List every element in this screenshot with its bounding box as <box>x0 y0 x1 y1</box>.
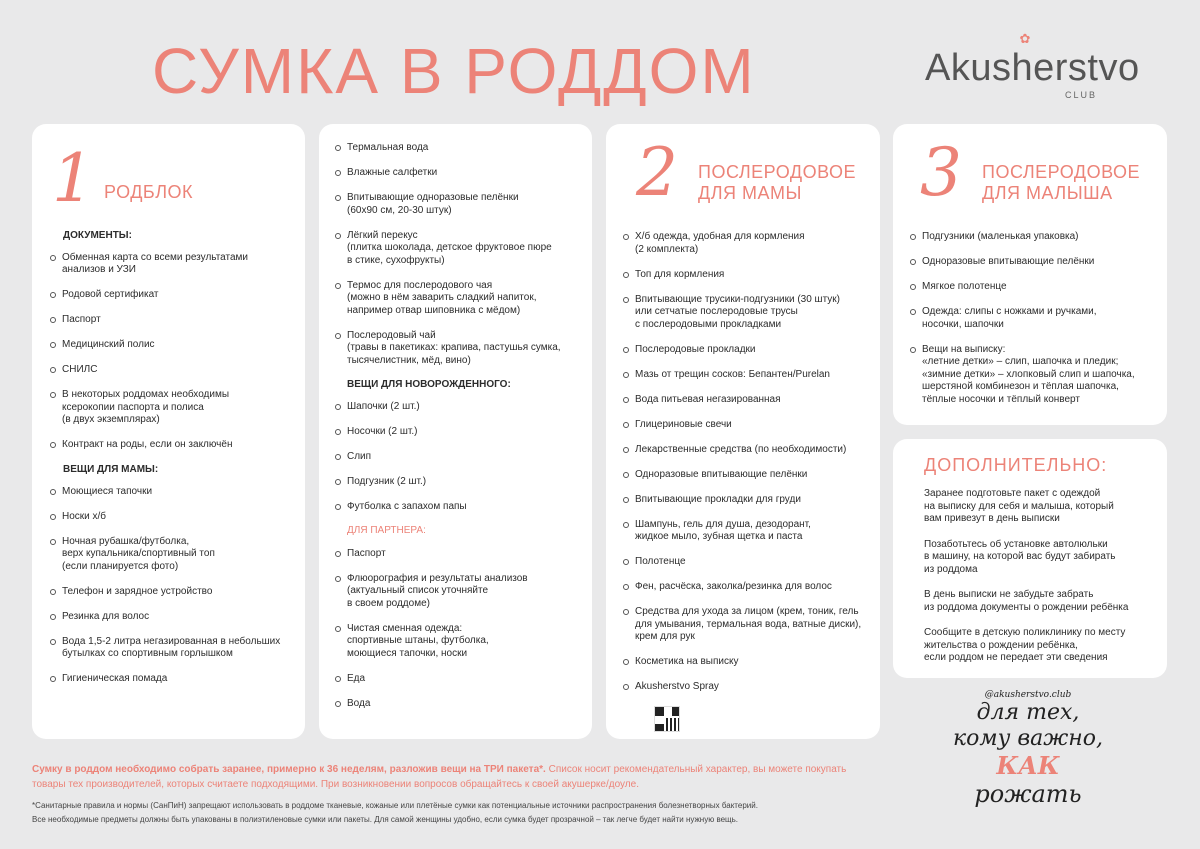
checklist-item[interactable] <box>335 192 587 217</box>
checklist-item-label: Косметика на выписку <box>635 656 739 667</box>
checklist-item[interactable] <box>50 636 300 661</box>
checklist-item-label: В некоторых роддомах необходимы ксерокопии паспорта и полиса (в двух экземплярах) <box>62 389 230 425</box>
slogan-handle: @akusherstvo.club <box>984 690 1072 700</box>
items-list <box>335 142 587 367</box>
checklist-item-label: Подгузники (маленькая упаковка) <box>922 231 1079 242</box>
checklist-item-label: Полотенце <box>635 556 686 567</box>
checkbox-circle-icon[interactable] <box>50 317 56 323</box>
checkbox-circle-icon[interactable] <box>623 297 629 303</box>
checkbox-circle-icon[interactable] <box>335 454 341 460</box>
section-title-line2: ДЛЯ МАМЫ <box>698 183 802 203</box>
checklist-item-label: Носки х/б <box>62 510 107 522</box>
extra-list <box>924 488 1128 678</box>
checklist-item-label: Телефон и зарядное устройство <box>62 585 213 597</box>
checklist-item[interactable] <box>50 289 300 302</box>
checklist-item-label: Обменная карта со всеми результатами анализов и УЗИ <box>62 251 249 275</box>
footer-note-bold: Сумку в роддом необходимо собрать заранее, примерно к 36 неделям, разложив вещи на ТРИ пакета*. <box>32 764 546 775</box>
checklist-item-label: Термальная вода <box>347 142 429 153</box>
checklist-item[interactable] <box>50 439 300 452</box>
checkbox-circle-icon[interactable] <box>50 255 56 261</box>
checklist-item-label: Флюорография и результаты анализов (актуальный список уточняйте в своем роддоме) <box>347 572 528 609</box>
section-title-line1: ПОСЛЕРОДОВОЕ <box>698 162 856 182</box>
checklist-item-label: Послеродовый чай (травы в пакетиках: крапива, пастушья сумка, тысячелистник, мёд, вино) <box>347 329 561 366</box>
partner-heading: ДЛЯ ПАРТНЕРА: <box>347 525 426 536</box>
checkbox-circle-icon[interactable] <box>623 397 629 403</box>
checklist-item-label: Фен, расчёска, заколка/резинка для волос <box>635 581 832 592</box>
checklist-item[interactable] <box>335 230 587 268</box>
checklist-item[interactable] <box>335 673 587 686</box>
checklist-item[interactable] <box>910 231 1165 244</box>
checklist-item-label: Мазь от трещин сосков: Бепантен/Purelan <box>635 368 830 380</box>
section-title: РОДБЛОК <box>104 181 194 202</box>
checklist-item[interactable] <box>335 476 587 489</box>
checklist-item[interactable] <box>623 231 875 256</box>
checklist-item[interactable] <box>335 451 587 464</box>
checklist-item[interactable] <box>50 339 300 352</box>
extra-title: ДОПОЛНИТЕЛЬНО: <box>924 455 1108 475</box>
items-list <box>623 231 875 694</box>
checklist <box>623 231 875 732</box>
checklist-item[interactable] <box>623 606 875 644</box>
checklist-item[interactable] <box>335 548 587 561</box>
checklist-item[interactable] <box>335 280 587 318</box>
checklist-item[interactable] <box>50 314 300 327</box>
checklist-item[interactable] <box>623 344 875 357</box>
checkbox-circle-icon[interactable] <box>335 145 341 151</box>
checklist-item[interactable] <box>335 698 587 711</box>
checkbox-circle-icon[interactable] <box>910 284 916 290</box>
checkbox-circle-icon[interactable] <box>910 309 916 315</box>
checkbox-circle-icon[interactable] <box>910 234 916 240</box>
checkbox-circle-icon[interactable] <box>335 233 341 239</box>
section-title-line2: ДЛЯ МАЛЫША <box>982 183 1113 203</box>
checklist-item[interactable] <box>623 369 875 382</box>
checklist-item[interactable] <box>623 469 875 482</box>
checklist-item-label: Медицинский полис <box>62 339 155 350</box>
checkbox-circle-icon[interactable] <box>623 272 629 278</box>
checkbox-circle-icon[interactable] <box>623 609 629 615</box>
footer-disclaimer-line2: Все необходимые предметы должны быть упакованы в полиэтиленовые сумки или пакеты. Для самой женщины удобно, если сумка будет прозрачной – так легче будет найти нужную вещь. <box>32 814 739 824</box>
checklist-item-label: Родовой сертификат <box>62 289 159 300</box>
checklist-item[interactable] <box>623 494 875 507</box>
checklist-item-label: Футболка с запахом папы <box>347 501 467 512</box>
checklist-item-label: Резинка для волос <box>62 610 150 622</box>
checklist-item-label: Моющиеся тапочки <box>62 485 153 497</box>
slogan <box>948 690 1108 808</box>
checklist-item[interactable] <box>50 611 300 624</box>
checkbox-circle-icon[interactable] <box>623 234 629 240</box>
checklist-item[interactable] <box>623 656 875 669</box>
checklist-item-label: Лёгкий перекус (плитка шоколада, детское фруктовое пюре в стике, сухофрукты) <box>347 229 552 266</box>
checkbox-circle-icon[interactable] <box>335 479 341 485</box>
checkbox-circle-icon[interactable] <box>335 676 341 682</box>
checkbox-circle-icon[interactable] <box>335 576 341 582</box>
mom-heading: ВЕЩИ ДЛЯ МАМЫ: <box>63 464 159 475</box>
checkbox-circle-icon[interactable] <box>335 404 341 410</box>
section-header <box>636 134 856 211</box>
checkbox-circle-icon[interactable] <box>50 392 56 398</box>
newborn-list <box>335 401 587 514</box>
checklist <box>910 231 1165 419</box>
checkbox-circle-icon[interactable] <box>335 551 341 557</box>
checkbox-circle-icon[interactable] <box>623 422 629 428</box>
footer-disclaimer <box>32 799 882 826</box>
checklist <box>50 230 300 698</box>
extra-item: Заранее подготовьте пакет с одеждой на выписку для себя и малыша, который вам привезут в день выписки <box>924 488 1114 524</box>
checklist-item-label: Лекарственные средства (по необходимости) <box>635 443 847 455</box>
checkbox-circle-icon[interactable] <box>623 497 629 503</box>
bow-icon: ✿ <box>1019 31 1031 46</box>
checklist-item[interactable] <box>335 167 587 180</box>
checkbox-circle-icon[interactable] <box>910 259 916 265</box>
checklist-item-label: Послеродовые прокладки <box>635 343 756 355</box>
checkbox-circle-icon[interactable] <box>50 367 56 373</box>
card-extra <box>893 439 1167 678</box>
checklist-item-label: Слип <box>347 451 372 462</box>
checklist-item-label: СНИЛС <box>62 364 98 375</box>
checklist-item-label: Носочки (2 шт.) <box>347 426 418 437</box>
checklist-item[interactable] <box>50 252 300 277</box>
checkbox-circle-icon[interactable] <box>50 489 56 495</box>
checkbox-circle-icon[interactable] <box>910 347 916 353</box>
checklist-item-label: Средства для ухода за лицом (крем, тоник, гель для умывания, термальная вода, ватные диски), крем для рук <box>635 606 862 642</box>
checklist-item[interactable] <box>335 426 587 439</box>
checklist-item[interactable] <box>623 556 875 569</box>
checklist-item-label: Паспорт <box>62 314 101 325</box>
brand-logo <box>925 31 1140 100</box>
checklist-item[interactable] <box>50 586 300 599</box>
checklist-item-label: Гигиеническая помада <box>62 673 168 684</box>
checklist-item-label: Контракт на роды, если он заключён <box>62 439 233 450</box>
checkbox-circle-icon[interactable] <box>50 539 56 545</box>
checkbox-circle-icon[interactable] <box>335 626 341 632</box>
checkbox-circle-icon[interactable] <box>50 614 56 620</box>
checklist-item[interactable] <box>335 401 587 414</box>
documents-heading: ДОКУМЕНТЫ: <box>63 230 132 241</box>
checkbox-circle-icon[interactable] <box>50 676 56 682</box>
section-title <box>982 162 1140 204</box>
checkbox-circle-icon[interactable] <box>335 504 341 510</box>
section-number: 2 <box>636 134 678 211</box>
slogan-line1: для тех, <box>976 700 1080 725</box>
checkbox-circle-icon[interactable] <box>335 333 341 339</box>
checklist-item[interactable] <box>50 673 300 686</box>
extra-item: В день выписки не забудьте забрать из роддома документы о рождении ребёнка <box>924 589 1129 613</box>
checklist-item-label: Вода <box>347 697 371 709</box>
checkbox-circle-icon[interactable] <box>50 342 56 348</box>
checklist-item[interactable] <box>623 581 875 594</box>
checklist-item[interactable] <box>910 256 1165 269</box>
checkbox-circle-icon[interactable] <box>623 372 629 378</box>
checklist-item-label: Одежда: слипы с ножками и ручками, носочки, шапочки <box>922 306 1097 330</box>
checklist-item-label: Вода 1,5-2 литра негазированная в небольших бутылках со спортивным горлышком <box>62 635 281 659</box>
checklist-item[interactable] <box>50 511 300 524</box>
newborn-heading: ВЕЩИ ДЛЯ НОВОРОЖДЕННОГО: <box>347 378 511 390</box>
checklist-item-label: Ночная рубашка/футболка, верх купальника/спортивный топ (если планируется фото) <box>62 535 215 572</box>
checklist-item-label: Впитывающие одноразовые пелёнки (60х90 см, 20-30 штук) <box>347 192 519 216</box>
section-title-line1: ПОСЛЕРОДОВОЕ <box>982 162 1140 182</box>
card-postpartum-baby <box>893 124 1167 425</box>
logo-club: CLUB <box>1064 90 1097 100</box>
checkbox-circle-icon[interactable] <box>50 514 56 520</box>
checklist-item[interactable] <box>50 536 300 574</box>
footer-disclaimer-line1: *Санитарные правила и нормы (СанПиН) запрещают использовать в роддоме тканевые, кожаные или плетёные сумки как потенциальные источники распространения болезнетворных бактерий. <box>32 801 758 810</box>
section-header <box>52 140 194 217</box>
checkbox-circle-icon[interactable] <box>623 522 629 528</box>
checklist-item-label: Впитывающие прокладки для груди <box>635 493 801 505</box>
extra-item: Позаботьтесь об установке автолюльки в машину, на которой вас будут забирать из роддома <box>924 538 1116 575</box>
checkbox-circle-icon[interactable] <box>50 442 56 448</box>
checklist-item-label: Глицериновые свечи <box>635 418 732 430</box>
card-rodblok-continued <box>319 124 592 739</box>
footer-note <box>32 762 882 792</box>
section-header <box>920 134 1140 211</box>
section-number: 1 <box>52 140 94 217</box>
checkbox-circle-icon[interactable] <box>50 589 56 595</box>
checkbox-circle-icon[interactable] <box>623 347 629 353</box>
checklist-item-label: Влажные салфетки <box>347 167 438 178</box>
checklist-item[interactable] <box>50 364 300 377</box>
checklist-item-label: Одноразовые впитывающие пелёнки <box>922 256 1095 267</box>
checklist-item[interactable] <box>623 681 875 694</box>
checklist-item-label: Еда <box>347 672 366 684</box>
checklist-item-label: Термос для послеродового чая (можно в нём заварить сладкий напиток, например отвар шиповника с мёдом) <box>347 279 537 316</box>
checklist-item[interactable] <box>623 394 875 407</box>
extra-item: Сообщите в детскую поликлинику по месту жительства о рождении ребёнка, если роддом не передает эти сведения <box>924 627 1126 663</box>
card-postpartum-mom <box>606 124 880 739</box>
qr-code-icon[interactable] <box>654 706 680 732</box>
checkbox-circle-icon[interactable] <box>335 195 341 201</box>
checkbox-circle-icon[interactable] <box>335 283 341 289</box>
checklist-item[interactable] <box>335 330 587 368</box>
checklist-item-label: Топ для кормления <box>635 268 725 280</box>
checklist-item-label: Одноразовые впитывающие пелёнки <box>635 468 808 480</box>
checklist-item-label: Паспорт <box>347 547 386 559</box>
checkbox-circle-icon[interactable] <box>335 170 341 176</box>
checklist-item[interactable] <box>50 389 300 427</box>
checklist-item-label: Мягкое полотенце <box>922 281 1007 292</box>
checkbox-circle-icon[interactable] <box>623 659 629 665</box>
mom-list <box>50 486 300 686</box>
checklist-item[interactable] <box>623 444 875 457</box>
checklist <box>335 142 587 723</box>
checkbox-circle-icon[interactable] <box>623 684 629 690</box>
checklist-item[interactable] <box>623 419 875 432</box>
checklist-item-label: Akusherstvo Spray <box>635 681 719 692</box>
checklist-item-label: Впитывающие трусики-подгузники (30 штук) или сетчатые послеродовые трусы с послеродовыми прокладками <box>635 293 840 330</box>
card-rodblok <box>32 124 305 739</box>
slogan-line4: рожать <box>974 780 1082 808</box>
footer-note-regular: Список носит рекомендательный характер, вы можете покупать товары тех производителей, которых считаете подходящими. При возникновении вопросов обращайтесь к своей акушерке/доуле. <box>32 764 847 790</box>
checklist-item[interactable] <box>623 294 875 332</box>
logo-name: Akusherstvo <box>925 47 1140 89</box>
partner-list <box>335 548 587 711</box>
checklist-item[interactable] <box>50 486 300 499</box>
checklist-item[interactable] <box>623 519 875 544</box>
checklist-item[interactable] <box>335 501 587 514</box>
checklist-item-label: Х/б одежда, удобная для кормления (2 комплекта) <box>635 231 805 255</box>
checklist-item[interactable] <box>335 573 587 611</box>
checkbox-circle-icon[interactable] <box>623 472 629 478</box>
items-list <box>910 231 1165 406</box>
checklist-item-label: Вода питьевая негазированная <box>635 393 781 405</box>
checklist-item[interactable] <box>335 142 587 155</box>
checklist-item-label: Вещи на выписку: «летние детки» – слип, шапочка и пледик; «зимние детки» – хлопковый слип и шапочка, шерстяной комбинезон и тёплая шапочка, тёплые носочки и тёплый конверт <box>922 343 1135 405</box>
checkbox-circle-icon[interactable] <box>335 429 341 435</box>
checklist-item-label: Подгузник (2 шт.) <box>347 476 427 487</box>
checklist-item[interactable] <box>910 306 1165 331</box>
slogan-line3: КАК <box>996 751 1060 780</box>
checkbox-circle-icon[interactable] <box>623 559 629 565</box>
slogan-line2: кому важно, <box>952 726 1104 751</box>
checkbox-circle-icon[interactable] <box>623 447 629 453</box>
checkbox-circle-icon[interactable] <box>50 639 56 645</box>
checklist-item-label: Шапочки (2 шт.) <box>347 401 420 412</box>
checklist-item-label: Шампунь, гель для душа, дезодорант, жидкое мыло, зубная щетка и паста <box>635 518 811 542</box>
checkbox-circle-icon[interactable] <box>50 292 56 298</box>
page-title: СУМКА В РОДДОМ <box>152 35 756 107</box>
checklist-item[interactable] <box>335 623 587 661</box>
checkbox-circle-icon[interactable] <box>623 584 629 590</box>
checklist-item-label: Чистая сменная одежда: спортивные штаны, футболка, моющиеся тапочки, носки <box>347 622 489 659</box>
checklist-item[interactable] <box>910 344 1165 407</box>
checklist-item[interactable] <box>623 269 875 282</box>
checkbox-circle-icon[interactable] <box>335 701 341 707</box>
checklist-item[interactable] <box>910 281 1165 294</box>
section-title <box>698 162 856 204</box>
section-number: 3 <box>920 134 962 211</box>
documents-list <box>50 252 300 452</box>
